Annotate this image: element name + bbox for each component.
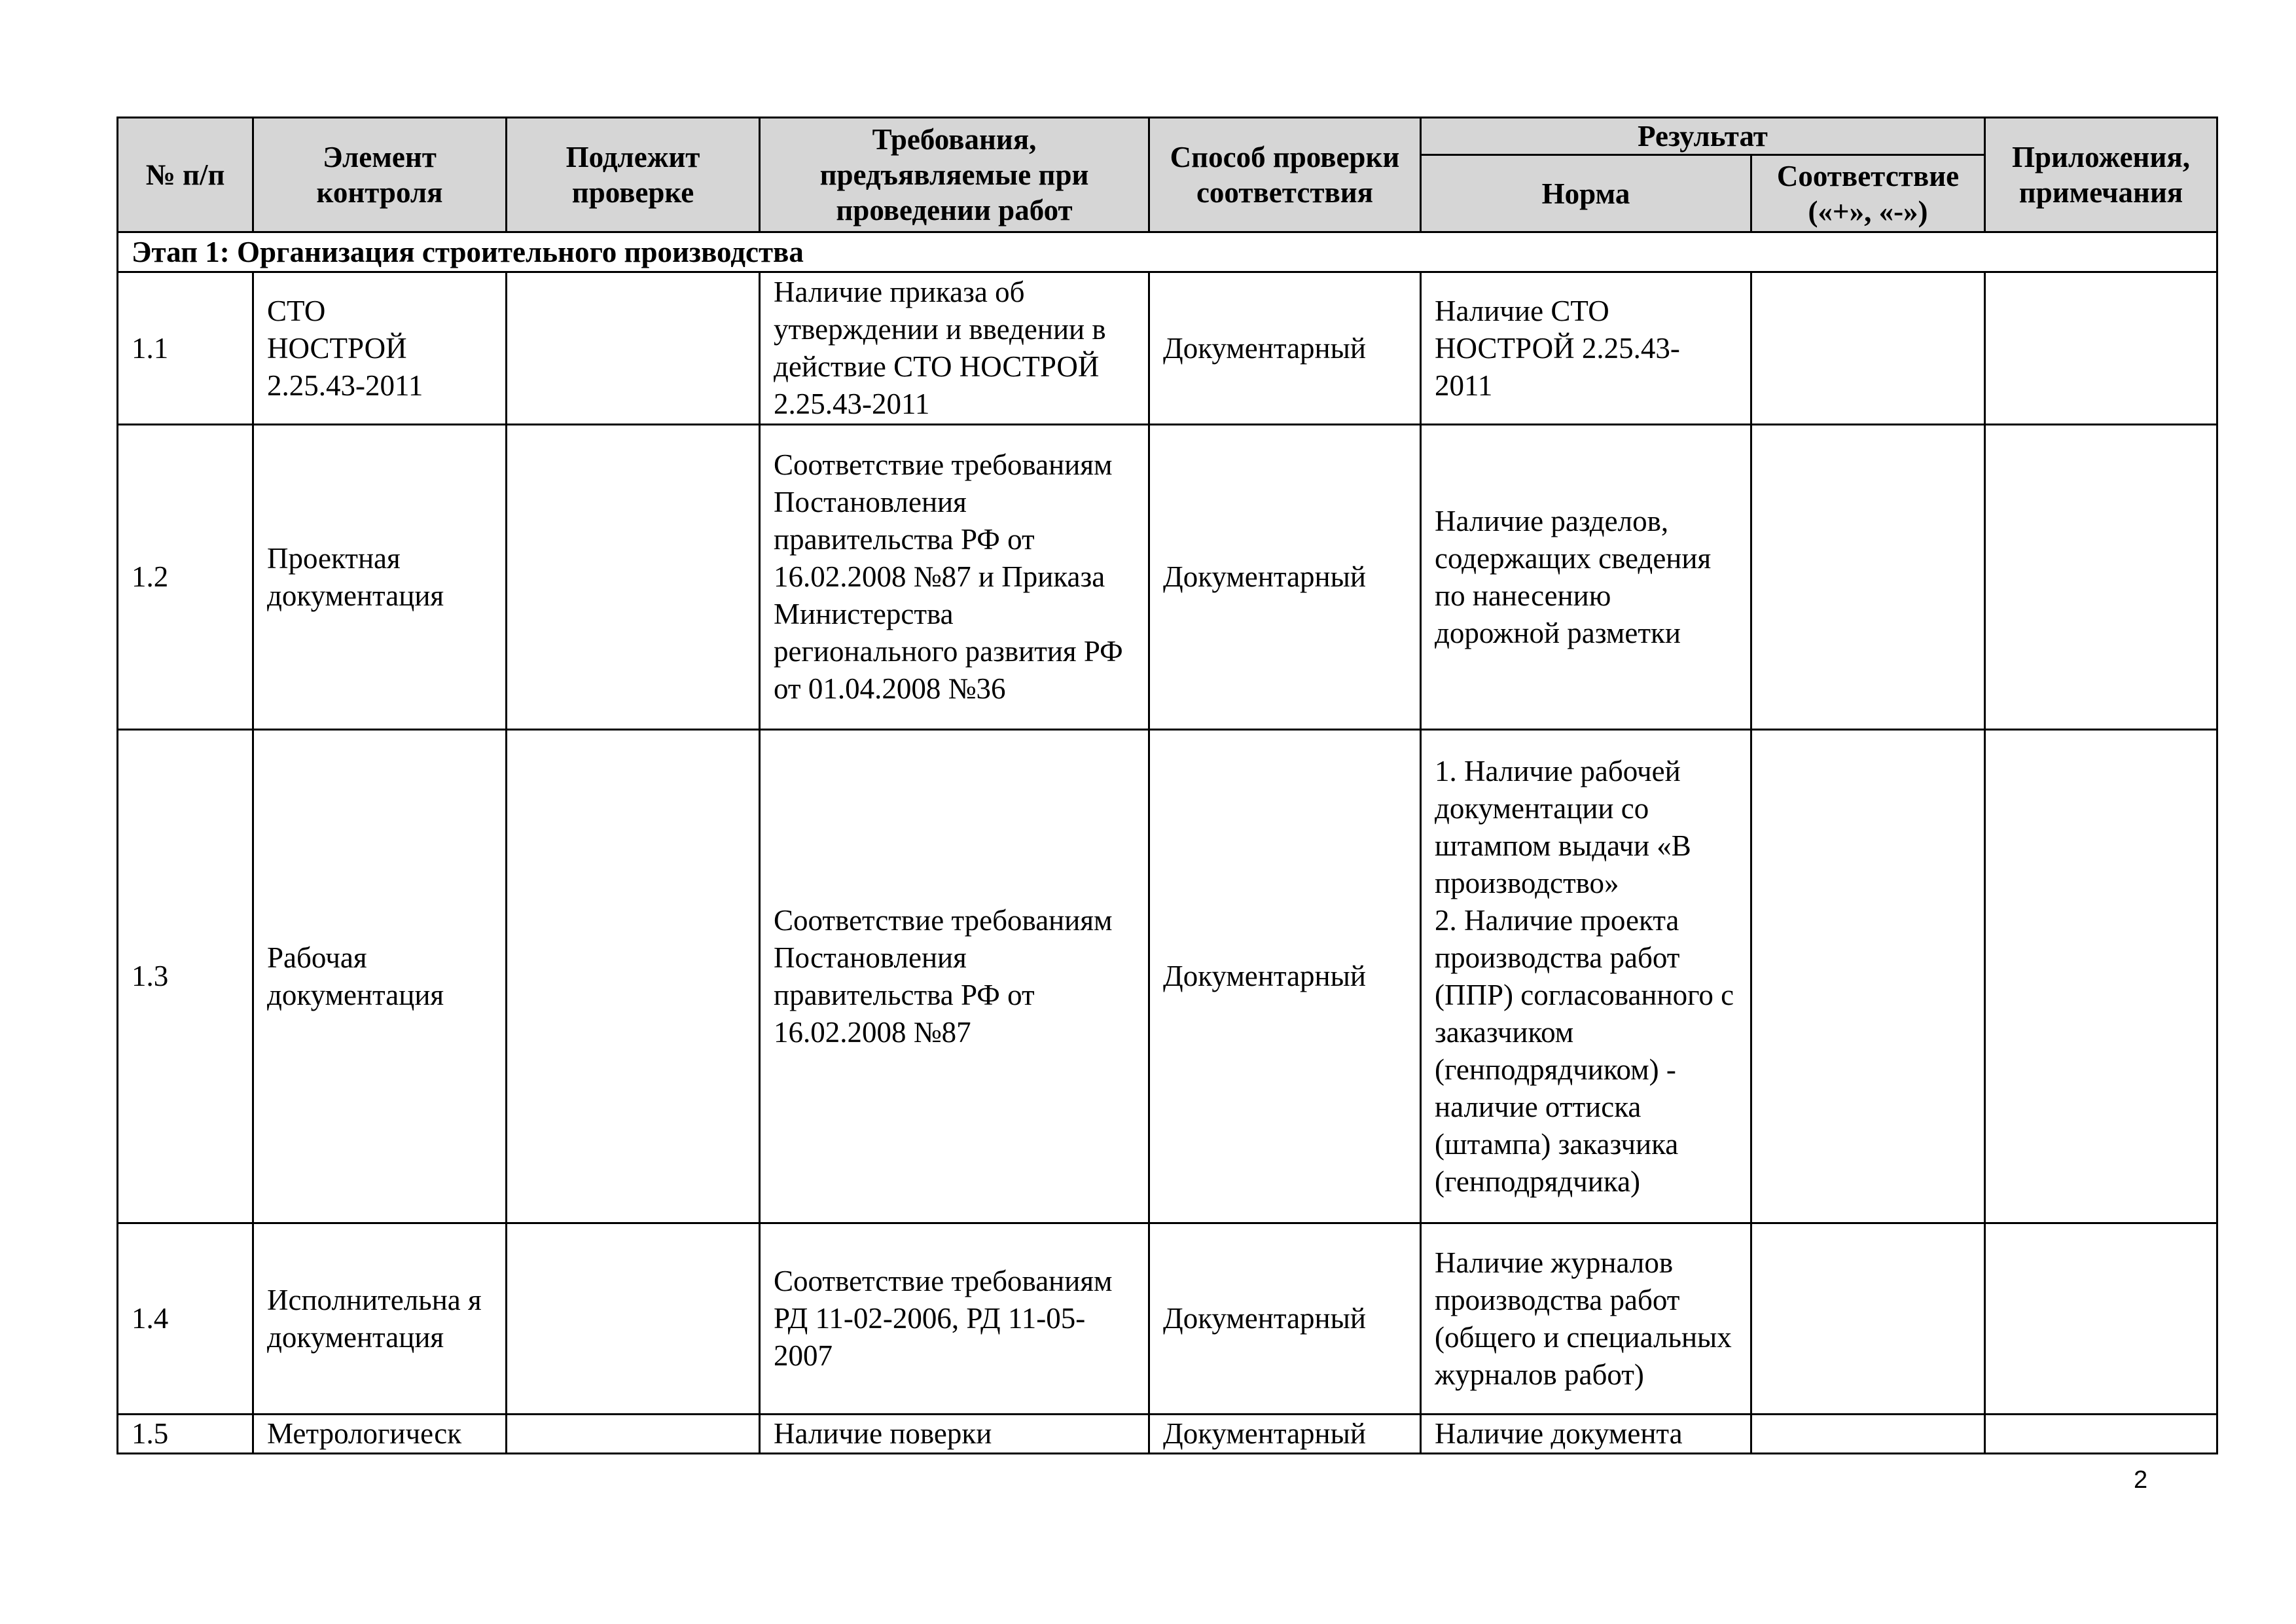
row-method: Документарный xyxy=(1149,730,1421,1223)
header-result: Результат xyxy=(1421,118,1985,155)
row-conformity xyxy=(1751,730,1985,1223)
row-notes xyxy=(1985,730,2217,1223)
table-row xyxy=(118,272,2217,425)
row-subject xyxy=(507,272,760,425)
row-norm: Наличие журналов производства работ (общего и специальных журналов работ) xyxy=(1421,1223,1751,1415)
row-num: 1.4 xyxy=(118,1223,253,1415)
table-row xyxy=(118,425,2217,730)
row-conformity xyxy=(1751,1223,1985,1415)
row-notes xyxy=(1985,1223,2217,1415)
table-row xyxy=(118,730,2217,1223)
row-requirements: Соответствие требованиям Постановления правительства РФ от 16.02.2008 №87 xyxy=(760,730,1149,1223)
table-row xyxy=(118,1223,2217,1415)
row-method: Документарный xyxy=(1149,1223,1421,1415)
row-num: 1.5 xyxy=(118,1415,253,1454)
row-norm: Наличие разделов, содержащих сведения по нанесению дорожной разметки xyxy=(1421,425,1751,730)
row-num: 1.1 xyxy=(118,272,253,425)
table-row xyxy=(118,1415,2217,1454)
row-requirements: Соответствие требованиям Постановления правительства РФ от 16.02.2008 №87 и Приказа Министерства регионального развития РФ от 01.04.2008 №36 xyxy=(760,425,1149,730)
control-table xyxy=(117,117,2218,1454)
row-element: Исполнительна я документация xyxy=(253,1223,507,1415)
row-conformity xyxy=(1751,272,1985,425)
row-notes xyxy=(1985,272,2217,425)
header-norm: Норма xyxy=(1421,155,1751,232)
stage-title: Этап 1: Организация строительного производства xyxy=(118,232,2217,272)
row-num: 1.3 xyxy=(118,730,253,1223)
row-conformity xyxy=(1751,1415,1985,1454)
header-element: Элемент контроля xyxy=(253,118,507,232)
row-requirements: Наличие приказа об утверждении и введении в действие СТО НОСТРОЙ 2.25.43-2011 xyxy=(760,272,1149,425)
header-conformity: Соответствие («+», «-») xyxy=(1751,155,1985,232)
row-method: Документарный xyxy=(1149,1415,1421,1454)
page-number: 2 xyxy=(2134,1466,2148,1494)
row-requirements: Соответствие требованиям РД 11-02-2006, РД 11-05-2007 xyxy=(760,1223,1149,1415)
row-element: Метрологическ xyxy=(253,1415,507,1454)
row-subject xyxy=(507,1223,760,1415)
row-subject xyxy=(507,425,760,730)
row-method: Документарный xyxy=(1149,272,1421,425)
row-notes xyxy=(1985,425,2217,730)
row-conformity xyxy=(1751,425,1985,730)
row-element: Рабочая документация xyxy=(253,730,507,1223)
header-notes: Приложения, примечания xyxy=(1985,118,2217,232)
row-subject xyxy=(507,1415,760,1454)
row-element: Проектная документация xyxy=(253,425,507,730)
header-num: № п/п xyxy=(118,118,253,232)
row-norm: 1. Наличие рабочей документации со штампом выдачи «В производство» 2. Наличие проекта производства работ (ППР) согласованного с заказчиком (генподрядчиком) - наличие оттиска (штампа) заказчика (генподрядчика) xyxy=(1421,730,1751,1223)
header-subject: Подлежит проверке xyxy=(507,118,760,232)
row-notes xyxy=(1985,1415,2217,1454)
row-norm: Наличие СТО НОСТРОЙ 2.25.43-2011 xyxy=(1421,272,1751,425)
row-requirements: Наличие поверки xyxy=(760,1415,1149,1454)
header-method: Способ проверки соответствия xyxy=(1149,118,1421,232)
row-norm: Наличие документа xyxy=(1421,1415,1751,1454)
row-subject xyxy=(507,730,760,1223)
row-element: СТО НОСТРОЙ 2.25.43-2011 xyxy=(253,272,507,425)
row-num: 1.2 xyxy=(118,425,253,730)
header-requirements: Требования, предъявляемые при проведении работ xyxy=(760,118,1149,232)
row-method: Документарный xyxy=(1149,425,1421,730)
